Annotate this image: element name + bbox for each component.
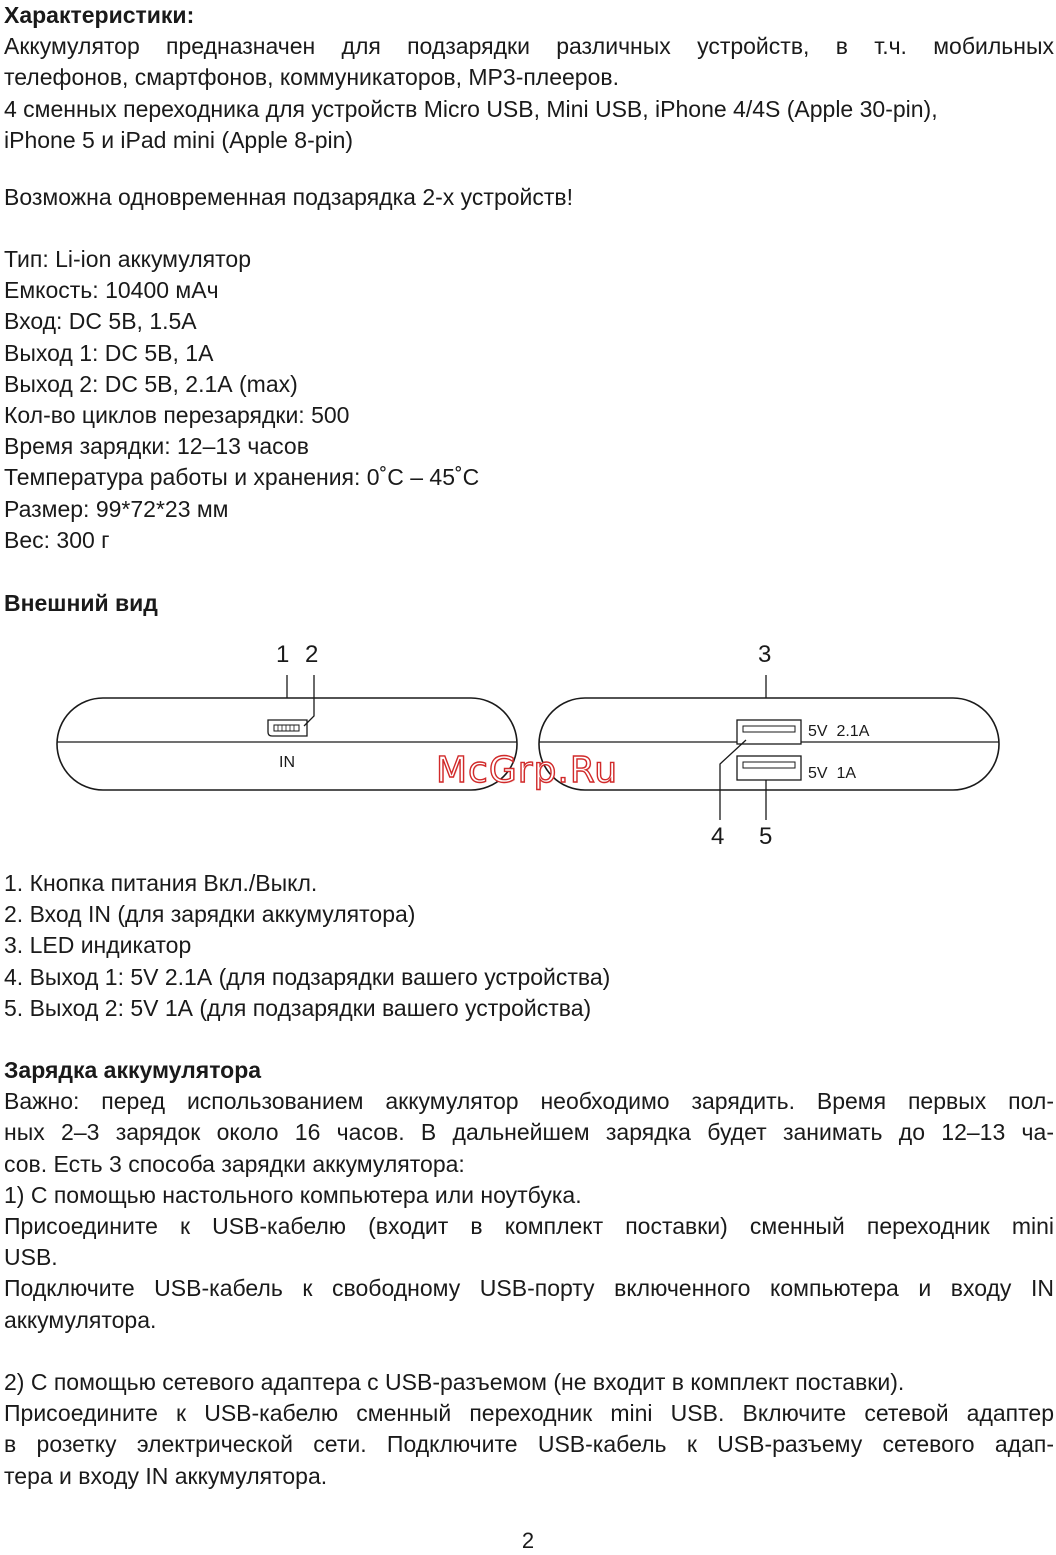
legend-item: 1. Кнопка питания Вкл./Выкл. [4, 870, 318, 896]
spec-item: Время зарядки: 12–13 часов [4, 433, 309, 460]
legend-item: 2. Вход IN (для зарядки аккумулятора) [4, 901, 416, 928]
spec-item: Размер: 99*72*23 мм [4, 495, 229, 522]
charging-heading: Зарядка аккумулятора [4, 1057, 262, 1083]
usb-output-port-1-icon [737, 720, 801, 744]
dual-charging-note: Возможна одновременная подзарядка 2-х устройств! [4, 184, 574, 210]
site-watermark: McGrp.Ru [436, 750, 619, 791]
spec-item: Емкость: 10400 мАч [4, 277, 219, 304]
spec-item: Вход: DC 5В, 1.5А [4, 308, 197, 335]
legend-item: 5. Выход 2: 5V 1А (для подзарядки вашего устройства) [4, 994, 592, 1021]
charging-line: Важно: перед использованием аккумулятор необходимо зарядить. Время первых пол- [4, 1088, 1054, 1115]
charging-section [4, 1055, 1054, 1336]
in-port-label: IN [279, 754, 295, 771]
spec-item: Выход 1: DC 5В, 1А [4, 339, 214, 366]
spec-item: Тип: Li-ion аккумулятор [4, 246, 251, 272]
charging-line: в розетку электрической сети. Подключите USB-кабель к USB-разъему сетевого адап- [4, 1431, 1054, 1458]
port-2-rating-label: 5V 1A [808, 765, 857, 782]
legend-item: 3. LED индикатор [4, 932, 192, 959]
appearance-heading-block [4, 588, 1054, 619]
charging-line: Присоедините к USB-кабелю сменный переходник mini USB. Включите сетевой адаптер [4, 1400, 1054, 1427]
appearance-heading: Внешний вид [4, 590, 158, 616]
device-side-outputs [539, 641, 999, 850]
legend-item: 4. Выход 1: 5V 2.1А (для подзарядки вашего устройства) [4, 963, 611, 990]
charging-line: ных 2–3 зарядок около 16 часов. В дальнейшем зарядка будет занимать до 12–13 ча- [4, 1119, 1054, 1146]
specs-intro-line: Аккумулятор предназначен для подзарядки различных устройств, в т.ч. мобильных [4, 33, 1054, 60]
callout-3: 3 [758, 641, 772, 668]
specs-section [4, 0, 1054, 156]
specs-intro-line: телефонов, смартфонов, коммуникаторов, MP3-плееров. [4, 64, 620, 91]
spec-item: Кол-во циклов перезарядки: 500 [4, 402, 350, 429]
callout-1: 1 [276, 641, 290, 668]
callout-4: 4 [711, 823, 725, 850]
mini-usb-input-port-icon [268, 720, 307, 736]
callout-5: 5 [759, 823, 773, 850]
spec-item: Выход 2: DC 5В, 2.1А (max) [4, 370, 298, 397]
specs-heading: Характеристики: [4, 2, 195, 28]
spec-item: Температура работы и хранения: 0˚С – 45˚С [4, 464, 480, 491]
appearance-legend [4, 868, 1054, 1024]
specs-intro-line: 4 сменных переходника для устройств Micro USB, Mini USB, iPhone 4/4S (Apple 30-pin), [4, 95, 938, 122]
dual-charging-note-block [4, 182, 1054, 213]
callout-2-leader [304, 675, 314, 726]
callout-2: 2 [305, 641, 319, 668]
spec-item: Вес: 300 г [4, 526, 110, 553]
charging-line: Присоедините к USB-кабелю (входит в комплект поставки) сменный переходник mini [4, 1213, 1054, 1240]
specs-list [4, 244, 1054, 556]
charging-line: аккумулятора. [4, 1306, 157, 1333]
device-diagram [0, 628, 1056, 858]
specs-intro-line: iPhone 5 и iPad mini (Apple 8-pin) [4, 126, 354, 153]
page-number: 2 [521, 1528, 535, 1553]
charging-line: 1) С помощью настольного компьютера или ноутбука. [4, 1181, 582, 1208]
charging-method-2 [4, 1367, 1054, 1492]
charging-line: 2) С помощью сетевого адаптера с USB-разъемом (не входит в комплект поставки). [4, 1369, 905, 1395]
port-1-rating-label: 5V 2.1A [808, 723, 870, 740]
charging-line: тера и входу IN аккумулятора. [4, 1462, 328, 1489]
charging-line: USB. [4, 1244, 58, 1271]
usb-output-port-2-icon [737, 756, 801, 780]
charging-line: Подключите USB-кабель к свободному USB-порту включенного компьютера и входу IN [4, 1275, 1054, 1302]
charging-line: сов. Есть 3 способа зарядки аккумулятора: [4, 1150, 465, 1177]
